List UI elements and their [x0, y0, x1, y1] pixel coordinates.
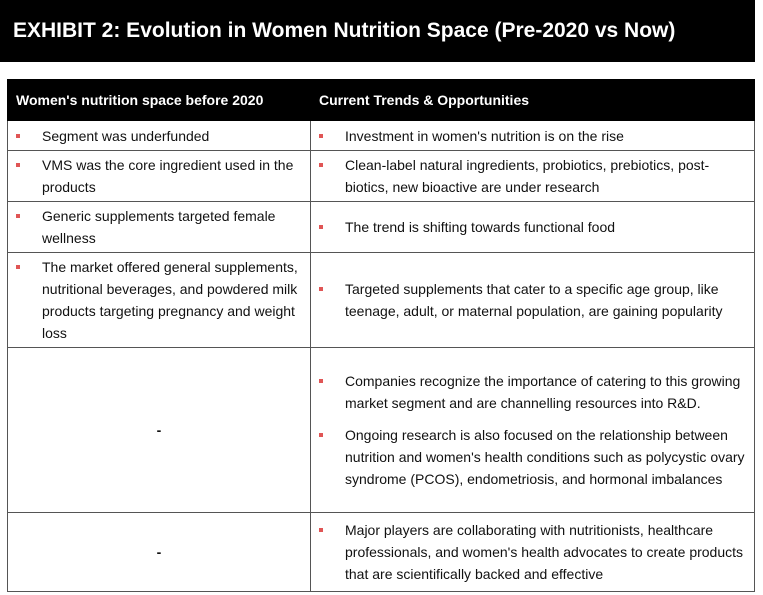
exhibit-title: EXHIBIT 2: Evolution in Women Nutrition Space (Pre-2020 vs Now) — [0, 0, 755, 62]
bullet-icon — [16, 214, 20, 218]
list-item: The market offered general supplements, nutritional beverages, and powdered milk products targeting pregnancy and weight loss — [16, 256, 302, 344]
bullet-icon — [319, 528, 323, 532]
list-item: Generic supplements targeted female wellness — [16, 205, 302, 249]
list-item: Targeted supplements that cater to a specific age group, like teenage, adult, or maternal population, are gaining popularity — [319, 278, 746, 322]
now-cell — [311, 121, 755, 151]
bullet-icon — [319, 134, 323, 138]
bullet-icon — [319, 225, 323, 229]
now-cell — [311, 513, 755, 592]
before-cell — [8, 202, 311, 253]
header-current-trends: Current Trends & Opportunities — [311, 80, 755, 121]
header-before-2020: Women's nutrition space before 2020 — [8, 80, 311, 121]
before-cell — [8, 253, 311, 348]
comparison-table — [7, 79, 755, 592]
table-row — [8, 253, 755, 348]
bullet-icon — [319, 379, 323, 383]
table-row — [8, 151, 755, 202]
table-row — [8, 121, 755, 151]
list-item: Clean-label natural ingredients, probiotics, prebiotics, post-biotics, new bioactive are under research — [319, 154, 746, 198]
list-item: Investment in women's nutrition is on the rise — [319, 125, 746, 147]
bullet-icon — [16, 163, 20, 167]
empty-cell-dash: - — [8, 513, 311, 592]
list-item: Segment was underfunded — [16, 125, 302, 147]
bullet-icon — [16, 134, 20, 138]
list-item: Major players are collaborating with nutritionists, healthcare professionals, and women's health advocates to create products that are scientifically backed and effective — [319, 519, 746, 585]
header-row — [8, 80, 755, 121]
bullet-icon — [16, 265, 20, 269]
table-row — [8, 348, 755, 513]
list-item: The trend is shifting towards functional food — [319, 216, 746, 238]
list-item: VMS was the core ingredient used in the products — [16, 154, 302, 198]
list-item: Companies recognize the importance of catering to this growing market segment and are channelling resources into R&D. — [319, 370, 746, 414]
bullet-icon — [319, 287, 323, 291]
before-cell — [8, 121, 311, 151]
list-item: Ongoing research is also focused on the relationship between nutrition and women's health conditions such as polycystic ovary syndrome (PCOS), endometriosis, and hormonal imbalances — [319, 424, 746, 490]
table-row — [8, 202, 755, 253]
now-cell — [311, 151, 755, 202]
table-row — [8, 513, 755, 592]
now-cell — [311, 253, 755, 348]
empty-cell-dash: - — [8, 348, 311, 513]
bullet-icon — [319, 163, 323, 167]
now-cell — [311, 348, 755, 513]
before-cell — [8, 151, 311, 202]
now-cell — [311, 202, 755, 253]
bullet-icon — [319, 433, 323, 437]
